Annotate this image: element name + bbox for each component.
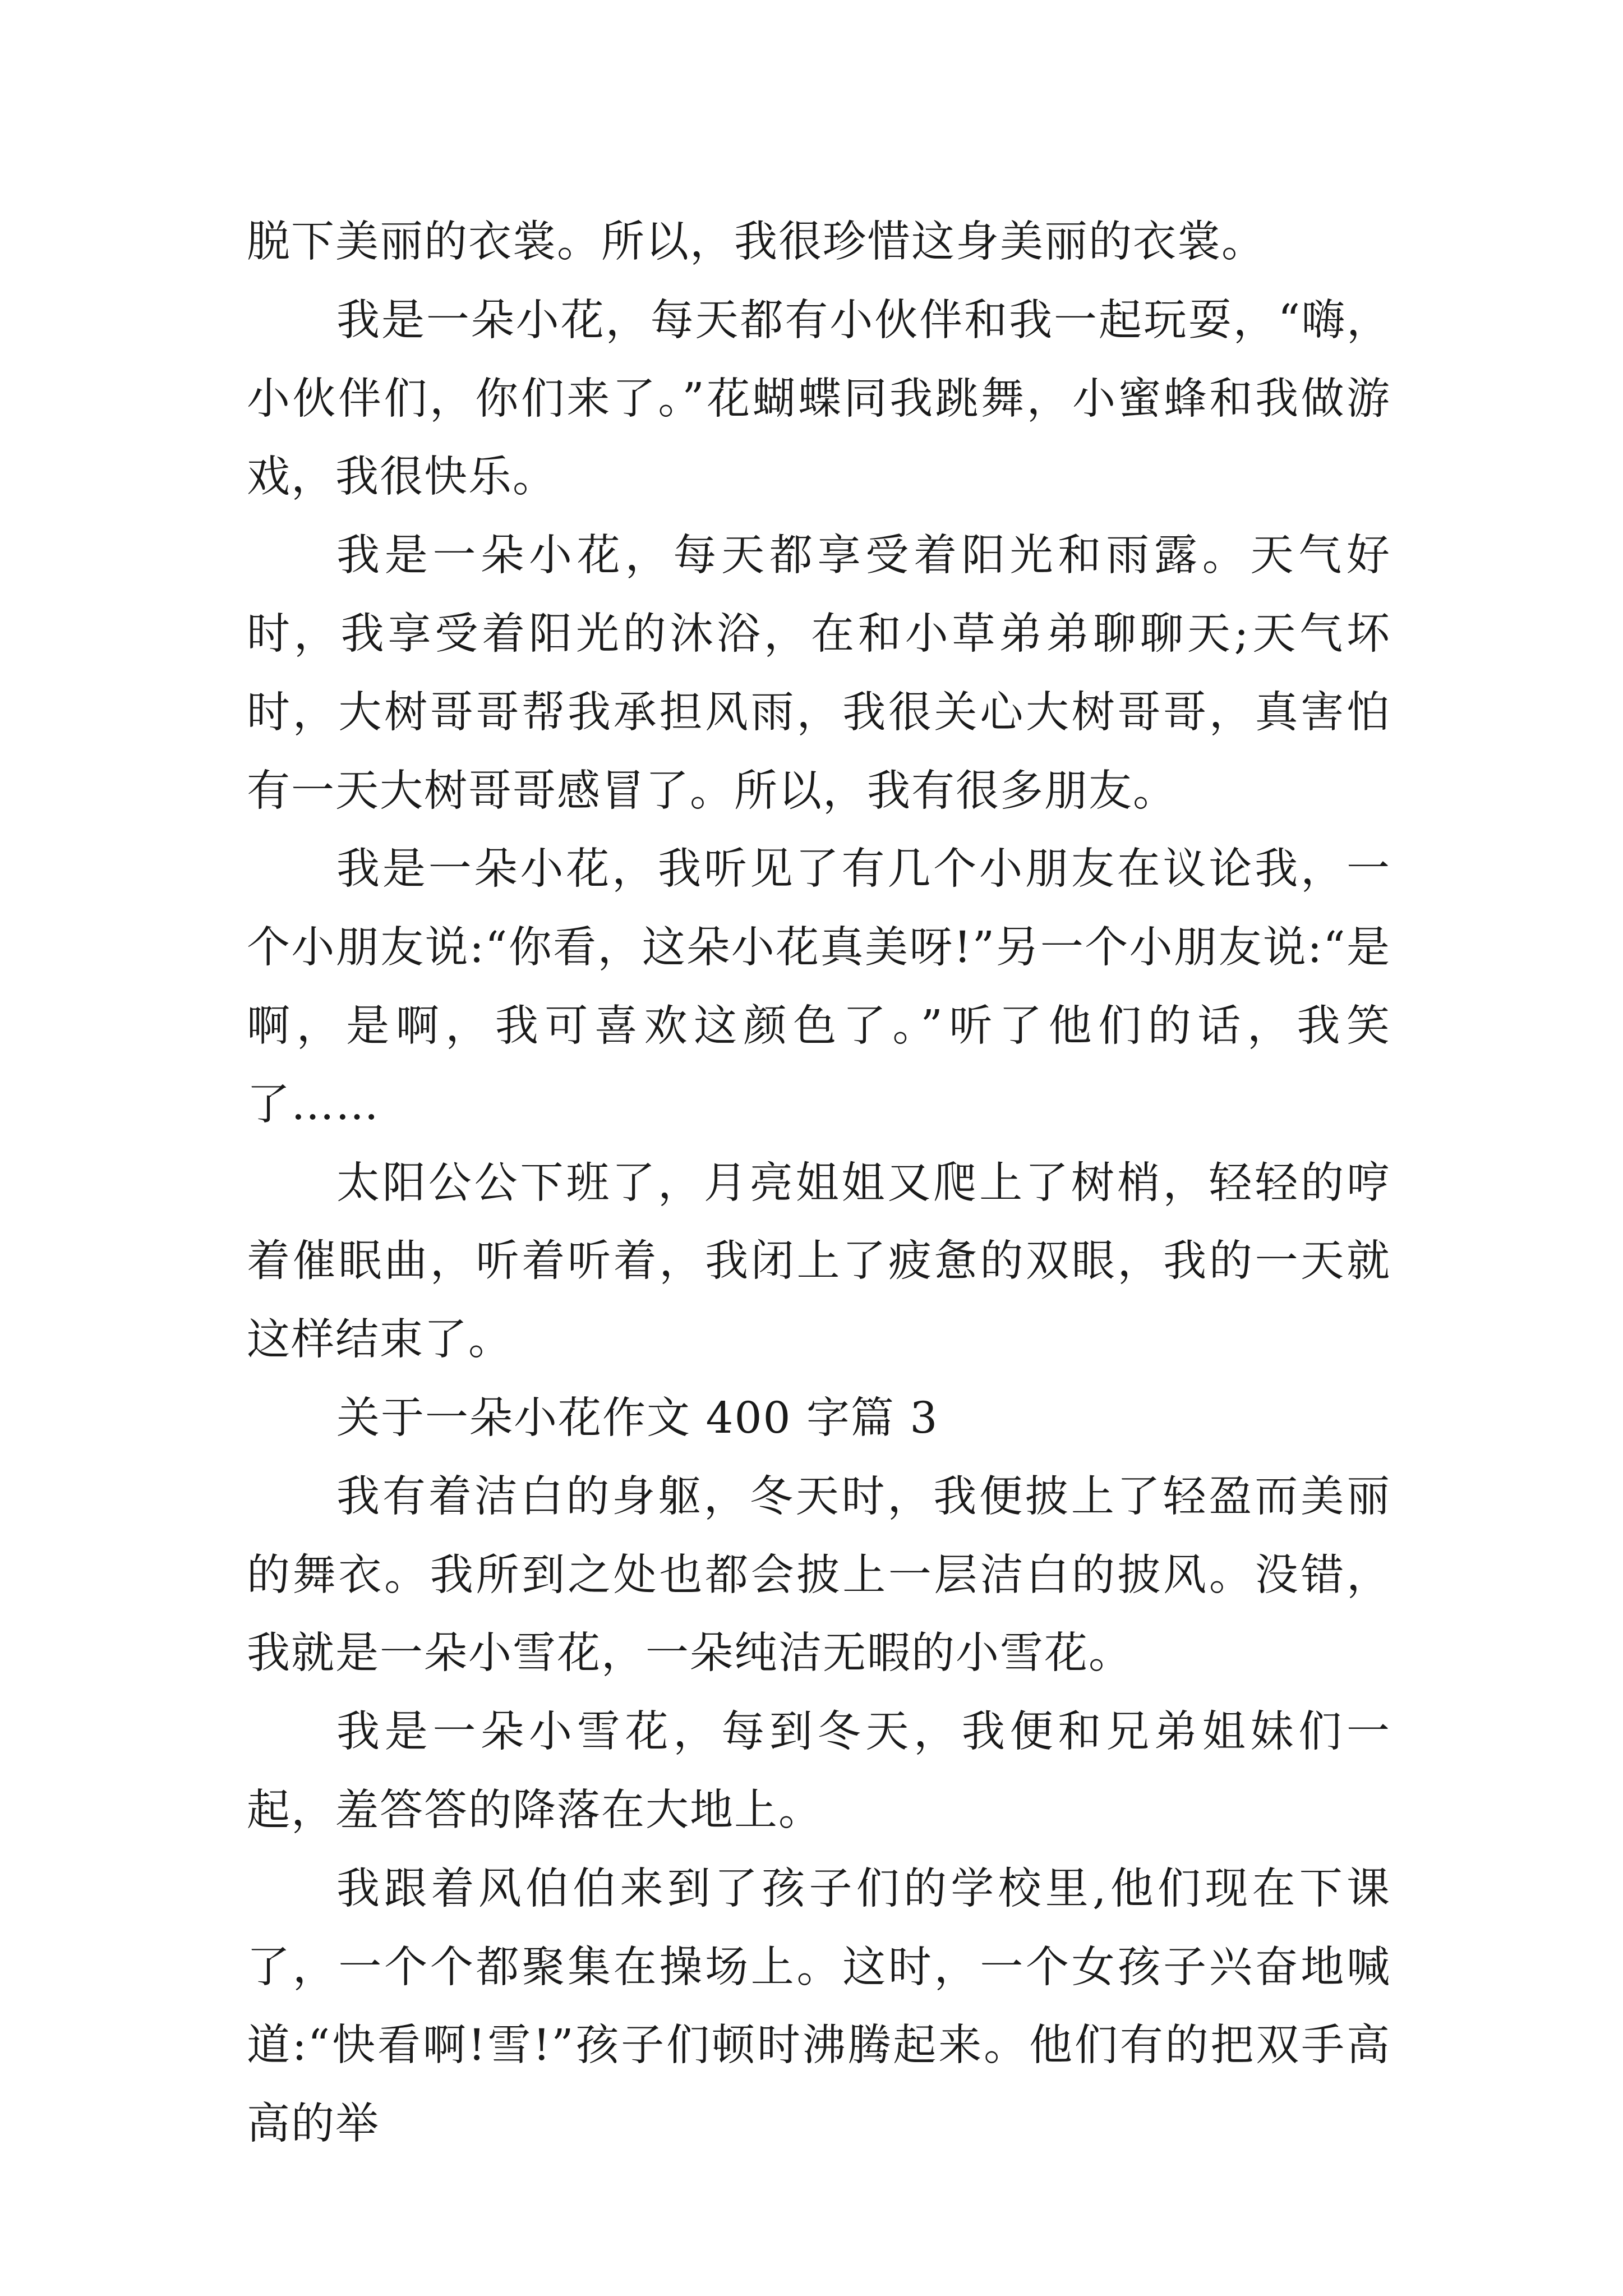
section-heading: 关于一朵小花作文 400 字篇 3 xyxy=(336,1393,939,1443)
paragraph: 我是一朵小雪花，每到冬天，我便和兄弟姐妹们一起，羞答答的降落在大地上。 xyxy=(247,1707,1391,1835)
paragraph: 我是一朵小花，我听见了有几个小朋友在议论我，一个小朋友说:“你看，这朵小花真美呀!”另一个小朋友说:“是啊，是啊，我可喜欢这颜色了。”听了他们的话，我笑了…… xyxy=(247,844,1391,1130)
paragraph: 我跟着风伯伯来到了孩子们的学校里,他们现在下课了，一个个都聚集在操场上。这时，一个女孩子兴奋地喊道:“快看啊!雪!”孩子们顿时沸腾起来。他们有的把双手高高的举 xyxy=(247,1864,1391,2150)
document-body xyxy=(247,203,1391,2164)
paragraph: 我有着洁白的身躯，冬天时，我便披上了轻盈而美丽的舞衣。我所到之处也都会披上一层洁白的披风。没错，我就是一朵小雪花，一朵纯洁无暇的小雪花。 xyxy=(247,1471,1391,1679)
paragraph: 脱下美丽的衣裳。所以，我很珍惜这身美丽的衣裳。 xyxy=(247,217,1266,267)
paragraph: 太阳公公下班了，月亮姐姐又爬上了树梢，轻轻的哼着催眠曲，听着听着，我闭上了疲惫的双眼，我的一天就这样结束了。 xyxy=(247,1158,1391,1365)
paragraph: 我是一朵小花，每天都享受着阳光和雨露。天气好时，我享受着阳光的沐浴，在和小草弟弟聊聊天;天气坏时，大树哥哥帮我承担风雨，我很关心大树哥哥，真害怕有一天大树哥哥感冒了。所以，我有很多朋友。 xyxy=(247,531,1391,816)
paragraph: 我是一朵小花，每天都有小伙伴和我一起玩耍，“嗨，小伙伴们，你们来了。”花蝴蝶同我跳舞，小蜜蜂和我做游戏，我很快乐。 xyxy=(247,295,1391,503)
